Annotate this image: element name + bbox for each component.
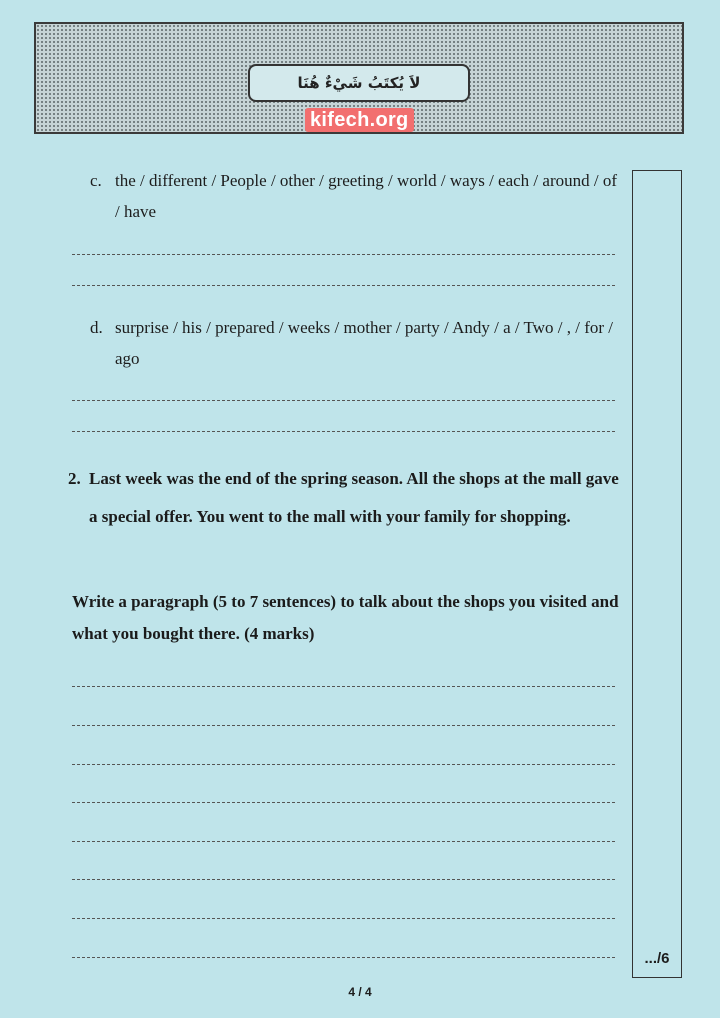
writing-line[interactable] [72, 764, 615, 765]
writing-line[interactable] [72, 725, 615, 726]
writing-line[interactable] [72, 802, 615, 803]
writing-line[interactable] [72, 879, 615, 880]
item-c [90, 165, 620, 227]
do-not-write-notice [248, 64, 470, 102]
item-c-words: the / different / People / other / greeting / world / ways / each / around / of / have [115, 171, 617, 221]
writing-line[interactable] [72, 918, 615, 919]
watermark-logo: kifech.org [305, 108, 414, 132]
item-c-letter: c. [90, 171, 102, 190]
answer-line[interactable] [72, 400, 615, 401]
answer-line[interactable] [72, 254, 615, 255]
notice-text: لاَ يُكتَبُ شَيْءٌ هُنَا [297, 74, 421, 92]
writing-line[interactable] [72, 957, 615, 958]
score-label: .../6 [644, 950, 670, 967]
page-number: 4 / 4 [348, 985, 372, 999]
question-2-prompt: Last week was the end of the spring season. All the shops at the mall gave a special offer. You went to the mall with your family for shopping. [89, 469, 619, 526]
item-d [90, 312, 620, 374]
question-2-number: 2. [68, 469, 81, 488]
writing-instruction: Write a paragraph (5 to 7 sentences) to talk about the shops you visited and what you bought there. (4 marks) [72, 592, 619, 643]
question-2 [68, 460, 628, 536]
writing-line[interactable] [72, 686, 615, 687]
score-column [632, 170, 682, 978]
answer-line[interactable] [72, 431, 615, 432]
writing-line[interactable] [72, 841, 615, 842]
answer-line[interactable] [72, 285, 615, 286]
item-d-words: surprise / his / prepared / weeks / mother / party / Andy / a / Two / , / for / ago [115, 318, 614, 368]
item-d-letter: d. [90, 318, 103, 337]
